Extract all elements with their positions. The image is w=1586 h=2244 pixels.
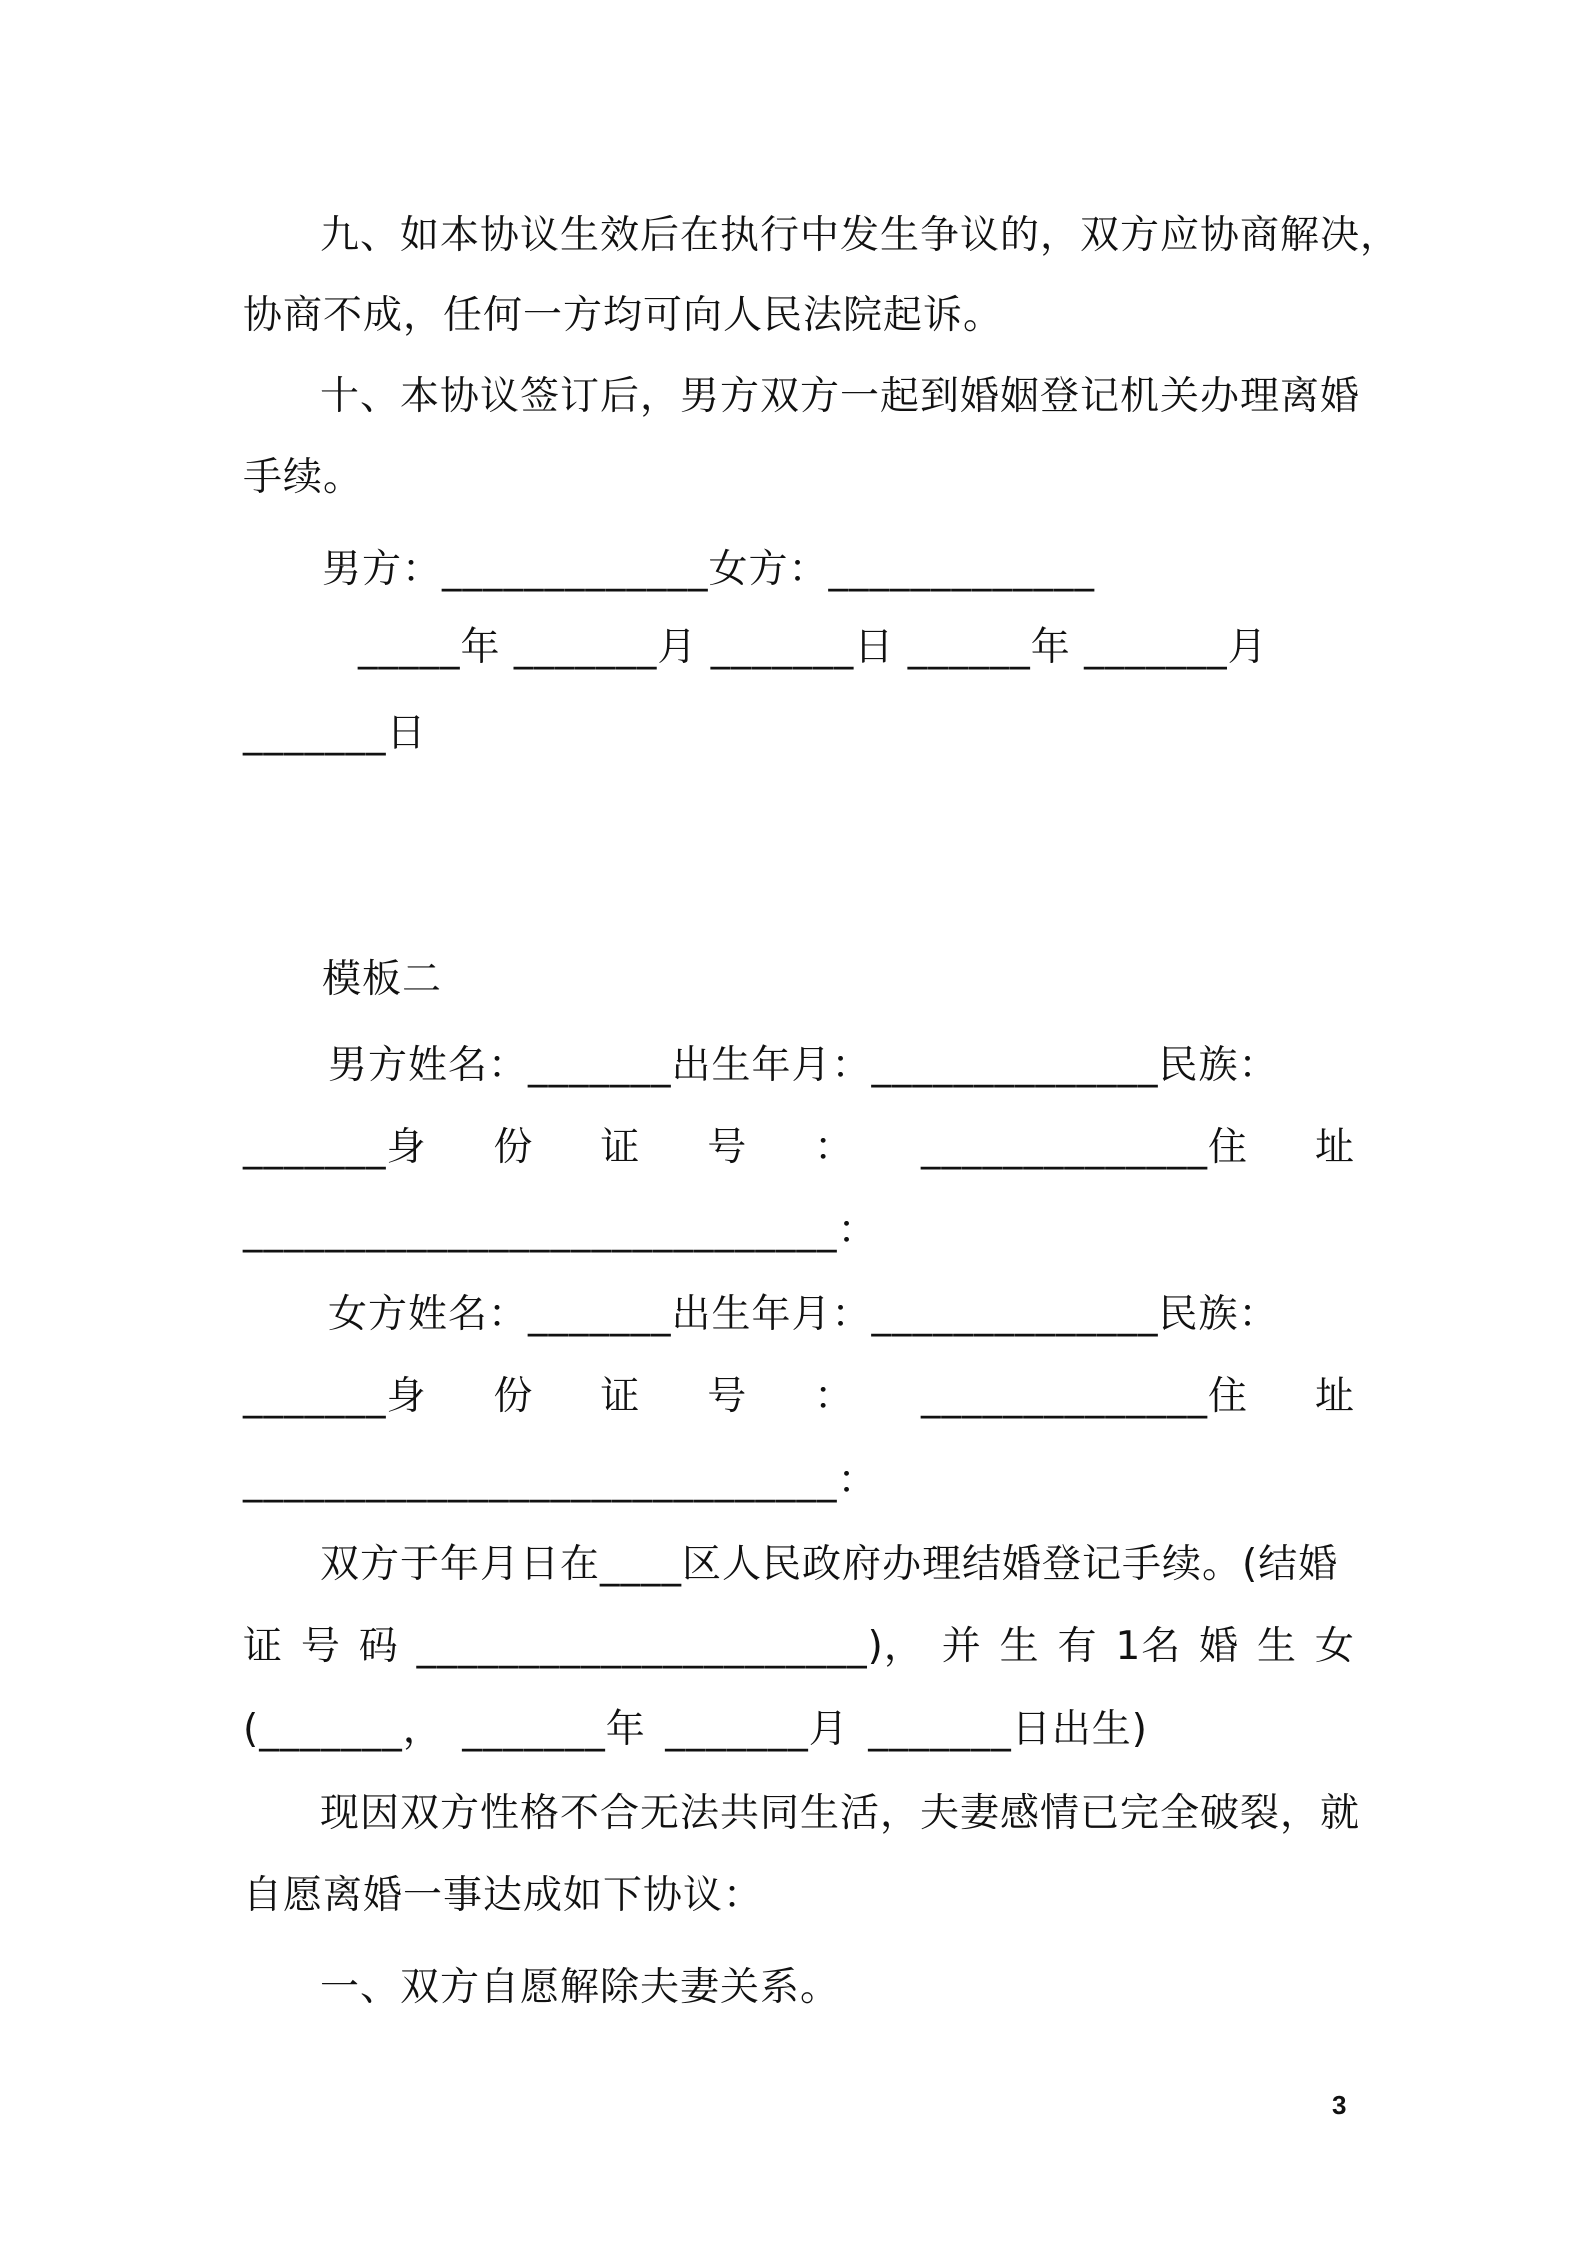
child-birth-day: _______日出生) — [868, 1707, 1148, 1752]
female-id-blank: _______身 — [243, 1374, 427, 1419]
clause-10-line-1: 十、本协议签订后，男方双方一起到婚姻登记机关办理离婚 — [320, 374, 1361, 419]
reason-line-2: 自愿离婚一事达成如下协议： — [243, 1873, 764, 1918]
male-id-colon: ： — [814, 1125, 855, 1170]
signature-date-line: _____年 _______月 _______日 ______年 _______月 — [358, 625, 1268, 670]
child-char-hun: 婚 — [1199, 1624, 1240, 1669]
cert-char-zheng: 证 — [243, 1624, 284, 1669]
female-id-char-fen: 份 — [493, 1374, 534, 1419]
marriage-registration-line-3 — [243, 1704, 1148, 1756]
male-address-blank: ______________住 — [921, 1125, 1249, 1170]
female-address-blank: ______________住 — [921, 1374, 1249, 1419]
male-id-blank: _______身 — [243, 1125, 427, 1170]
child-char-you: 有 — [1057, 1624, 1098, 1669]
female-info-line-2 — [243, 1371, 1355, 1423]
male-info-line-3: _____________________________： — [243, 1208, 878, 1253]
signature-date-line-2: _______日 — [243, 711, 427, 756]
clause-9-line-1: 九、如本协议生效后在执行中发生争议的，双方应协商解决， — [320, 213, 1401, 258]
male-info-line-1: 男方姓名：_______出生年月：______________民族： — [328, 1043, 1279, 1088]
child-char-nv: 女 — [1314, 1624, 1355, 1669]
cert-char-hao: 号 — [300, 1624, 341, 1669]
child-name-blank: (_______， — [243, 1707, 443, 1752]
male-info-line-2 — [243, 1122, 1355, 1174]
female-address-char-zhi: 址 — [1314, 1374, 1355, 1419]
cert-number-blank: ______________________)， — [416, 1624, 924, 1669]
female-info-line-3: _____________________________： — [243, 1458, 878, 1503]
female-info-line-1: 女方姓名：_______出生年月：______________民族： — [328, 1292, 1279, 1337]
clause-9-line-2: 协商不成，任何一方均可向人民法院起诉。 — [243, 293, 1004, 338]
child-birth-year: _______年 — [462, 1707, 646, 1752]
cert-char-ma: 码 — [358, 1624, 399, 1669]
signature-line: 男方：_____________女方：_____________ — [322, 547, 1096, 592]
female-id-colon: ： — [814, 1374, 855, 1419]
male-address-char-zhi: 址 — [1314, 1125, 1355, 1170]
female-id-char-zheng: 证 — [600, 1374, 641, 1419]
clause-10-line-2: 手续。 — [243, 455, 364, 500]
child-char-sheng-2: 生 — [1257, 1624, 1298, 1669]
child-char-bing: 并 — [941, 1624, 982, 1669]
male-id-char-hao: 号 — [707, 1125, 748, 1170]
marriage-registration-line-1: 双方于年月日在____区人民政府办理结婚登记手续。(结婚 — [320, 1542, 1339, 1587]
clause-1-line: 一、双方自愿解除夫妻关系。 — [320, 1965, 841, 2010]
marriage-registration-line-2 — [243, 1621, 1355, 1673]
template-two-heading: 模板二 — [322, 957, 443, 1002]
page-number: 3 — [1332, 2090, 1347, 2120]
child-char-sheng: 生 — [999, 1624, 1040, 1669]
male-id-char-fen: 份 — [493, 1125, 534, 1170]
male-id-char-zheng: 证 — [600, 1125, 641, 1170]
child-count: 1名 — [1115, 1624, 1182, 1669]
female-id-char-hao: 号 — [707, 1374, 748, 1419]
child-birth-month: _______月 — [665, 1707, 849, 1752]
reason-line-1: 现因双方性格不合无法共同生活，夫妻感情已完全破裂，就 — [320, 1791, 1361, 1836]
